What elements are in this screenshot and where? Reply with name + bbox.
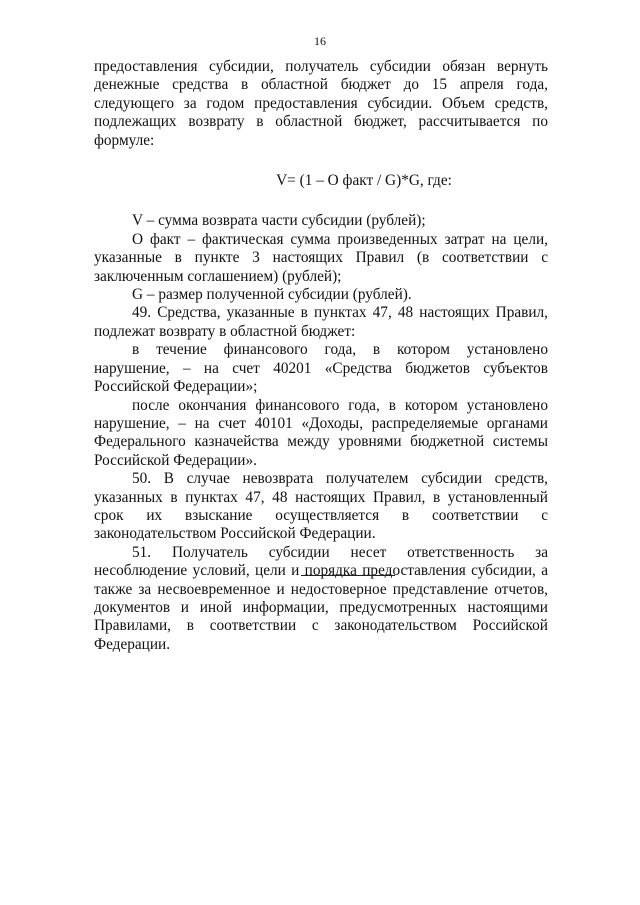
document-body xyxy=(94,58,548,654)
page-number: 16 xyxy=(314,34,326,48)
paragraph-51: 51. Получатель субсидии несет ответственность за несоблюдение условий, цели и порядка предоставления субсидии, а также за несвоевременное и недостоверное представление отчетов, документов и иной информации, предусмотренных настоящими Правилами, в соответствии с законодательством Российской Федерации. xyxy=(94,543,548,653)
definition-v: V – сумма возврата части субсидии (рублей); xyxy=(132,212,426,230)
paragraph-continuation: предоставления субсидии, получатель субсидии обязан вернуть денежные средства в областной бюджет до 15 апреля года, следующего за годом предоставления субсидии. Объем средств, подлежащих возврату в областной бюджет, рассчитывается по формуле: xyxy=(94,58,548,149)
return-formula: V= (1 – О факт / G)*G, где: xyxy=(276,172,452,190)
paragraph-49: 49. Средства, указанные в пунктах 47, 48 настоящих Правил, подлежат возврату в областной бюджет: xyxy=(94,304,548,340)
paragraph-50: 50. В случае невозврата получателем субсидии средств, указанных в пунктах 47, 48 настоящих Правил, в установленный срок их взыскание осуществляется в соответствии с законодательством Российской Федерации. xyxy=(94,470,548,543)
definition-o-fact: О факт – фактическая сумма произведенных затрат на цели, указанные в пункте 3 настоящих Правил (в соответствии с заключенным соглашением) (рублей); xyxy=(94,230,548,285)
end-separator-line xyxy=(301,575,395,576)
paragraph-49-item-after-year: после окончания финансового года, в котором установлено нарушение, – на счет 40101 «Доходы, распределяемые органами Федерального казначейства между уровнями бюджетной системы Российской Федерации». xyxy=(94,396,548,469)
definition-g: G – размер полученной субсидии (рублей). xyxy=(132,286,412,304)
paragraph-49-item-current-year: в течение финансового года, в котором установлено нарушение, – на счет 40201 «Средства бюджетов субъектов Российской Федерации»; xyxy=(94,341,548,396)
